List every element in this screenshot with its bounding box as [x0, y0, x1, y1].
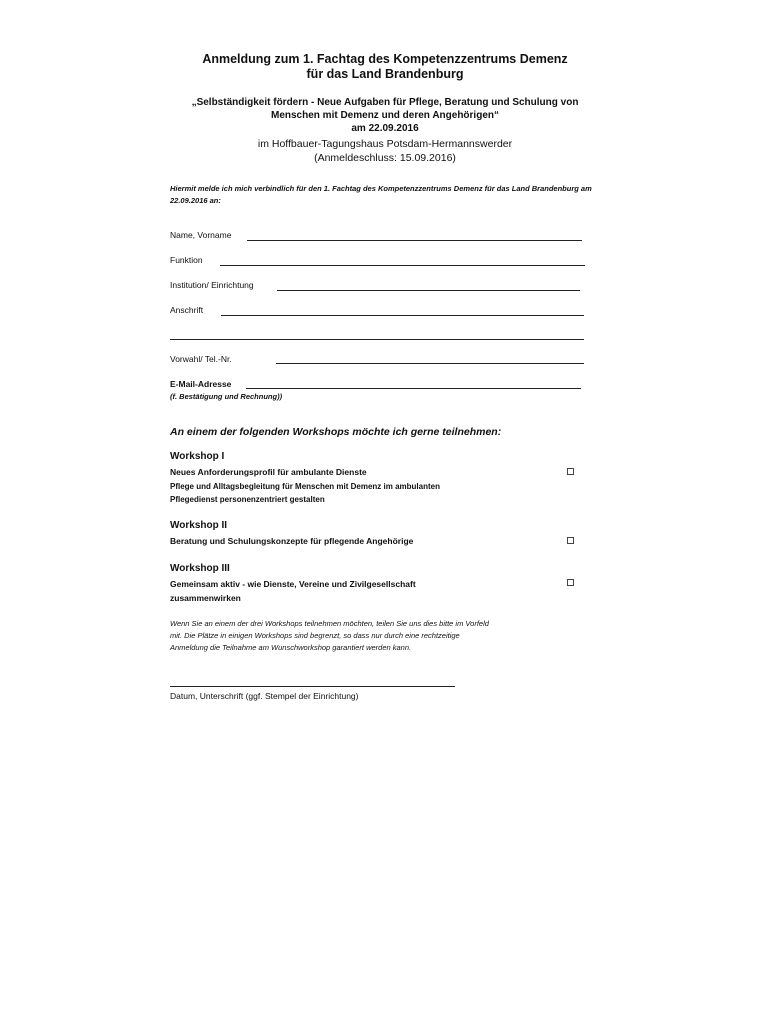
workshop-note-line2: mit. Die Plätze in einigen Workshops sind begrenzt, so dass nur durch eine rechtzeitige [170, 631, 460, 640]
phone-label: Vorwahl/ Tel.-Nr. [170, 354, 232, 364]
workshops-heading: An einem der folgenden Workshops möchte ich gerne teilnehmen: [170, 426, 502, 438]
anschrift-input-line[interactable] [221, 315, 584, 316]
email-note: (f. Bestätigung und Rechnung)) [170, 392, 283, 401]
name-label: Name, Vorname [170, 230, 232, 240]
signature-label: Datum, Unterschrift (ggf. Stempel der Einrichtung) [170, 691, 359, 701]
anschrift-label: Anschrift [170, 305, 204, 315]
name-input-line[interactable] [247, 240, 582, 241]
workshop-2-subtitle: Beratung und Schulungskonzepte für pflegende Angehörige [170, 536, 414, 546]
signature-line[interactable] [170, 686, 455, 687]
phone-input-line[interactable] [276, 363, 584, 364]
workshop-note [170, 618, 600, 654]
workshop-2-checkbox[interactable] [567, 537, 574, 544]
funktion-input-line[interactable] [220, 265, 585, 266]
workshop-1-subtitle: Neues Anforderungsprofil für ambulante Dienste [170, 467, 367, 477]
page-title-line1: Anmeldung zum 1. Fachtag des Kompetenzzentrums Demenz [202, 52, 568, 66]
workshop-1-title: Workshop I [170, 451, 225, 462]
event-theme-line2: Menschen mit Demenz und deren Angehörigen“ [271, 110, 499, 121]
workshop-note-line1: Wenn Sie an einem der drei Workshops teilnehmen möchten, teilen Sie uns dies bitte im Vorfeld [170, 619, 489, 628]
email-input-line[interactable] [246, 388, 581, 389]
anschrift-input-line-2[interactable] [170, 339, 584, 340]
workshop-3-title: Workshop III [170, 563, 230, 574]
workshop-3-subtitle-line2: zusammenwirken [170, 593, 241, 603]
workshop-3-checkbox[interactable] [567, 579, 574, 586]
workshop-1-desc-line1: Pflege und Alltagsbegleitung für Menschen mit Demenz im ambulanten [170, 482, 440, 491]
event-venue: im Hoffbauer-Tagungshaus Potsdam-Hermannswerder [257, 138, 513, 150]
workshop-2-title: Workshop II [170, 520, 228, 531]
institution-label: Institution/ Einrichtung [170, 280, 254, 290]
event-date: am 22.09.2016 [351, 123, 419, 134]
intro-text: Hiermit melde ich mich verbindlich für den 1. Fachtag des Kompetenzzentrums Demenz für das Land Brandenburg am 22.09.2016 an: [170, 184, 592, 205]
event-theme-line1: „Selbständigkeit fördern - Neue Aufgaben für Pflege, Beratung und Schulung von [191, 97, 579, 108]
workshop-1-desc-line2: Pflegedienst personenzentriert gestalten [170, 495, 325, 504]
email-label: E-Mail-Adresse [170, 379, 232, 389]
workshop-note-line3: Anmeldung die Teilnahme am Wunschworkshop garantiert werden kann. [170, 643, 412, 652]
institution-input-line[interactable] [277, 290, 580, 291]
workshop-3-subtitle-line1: Gemeinsam aktiv - wie Dienste, Vereine und Zivilgesellschaft [170, 579, 416, 589]
workshop-1-checkbox[interactable] [567, 468, 574, 475]
registration-deadline: (Anmeldeschluss: 15.09.2016) [314, 152, 456, 164]
funktion-label: Funktion [170, 255, 203, 265]
page-title-line2: für das Land Brandenburg [306, 67, 464, 81]
